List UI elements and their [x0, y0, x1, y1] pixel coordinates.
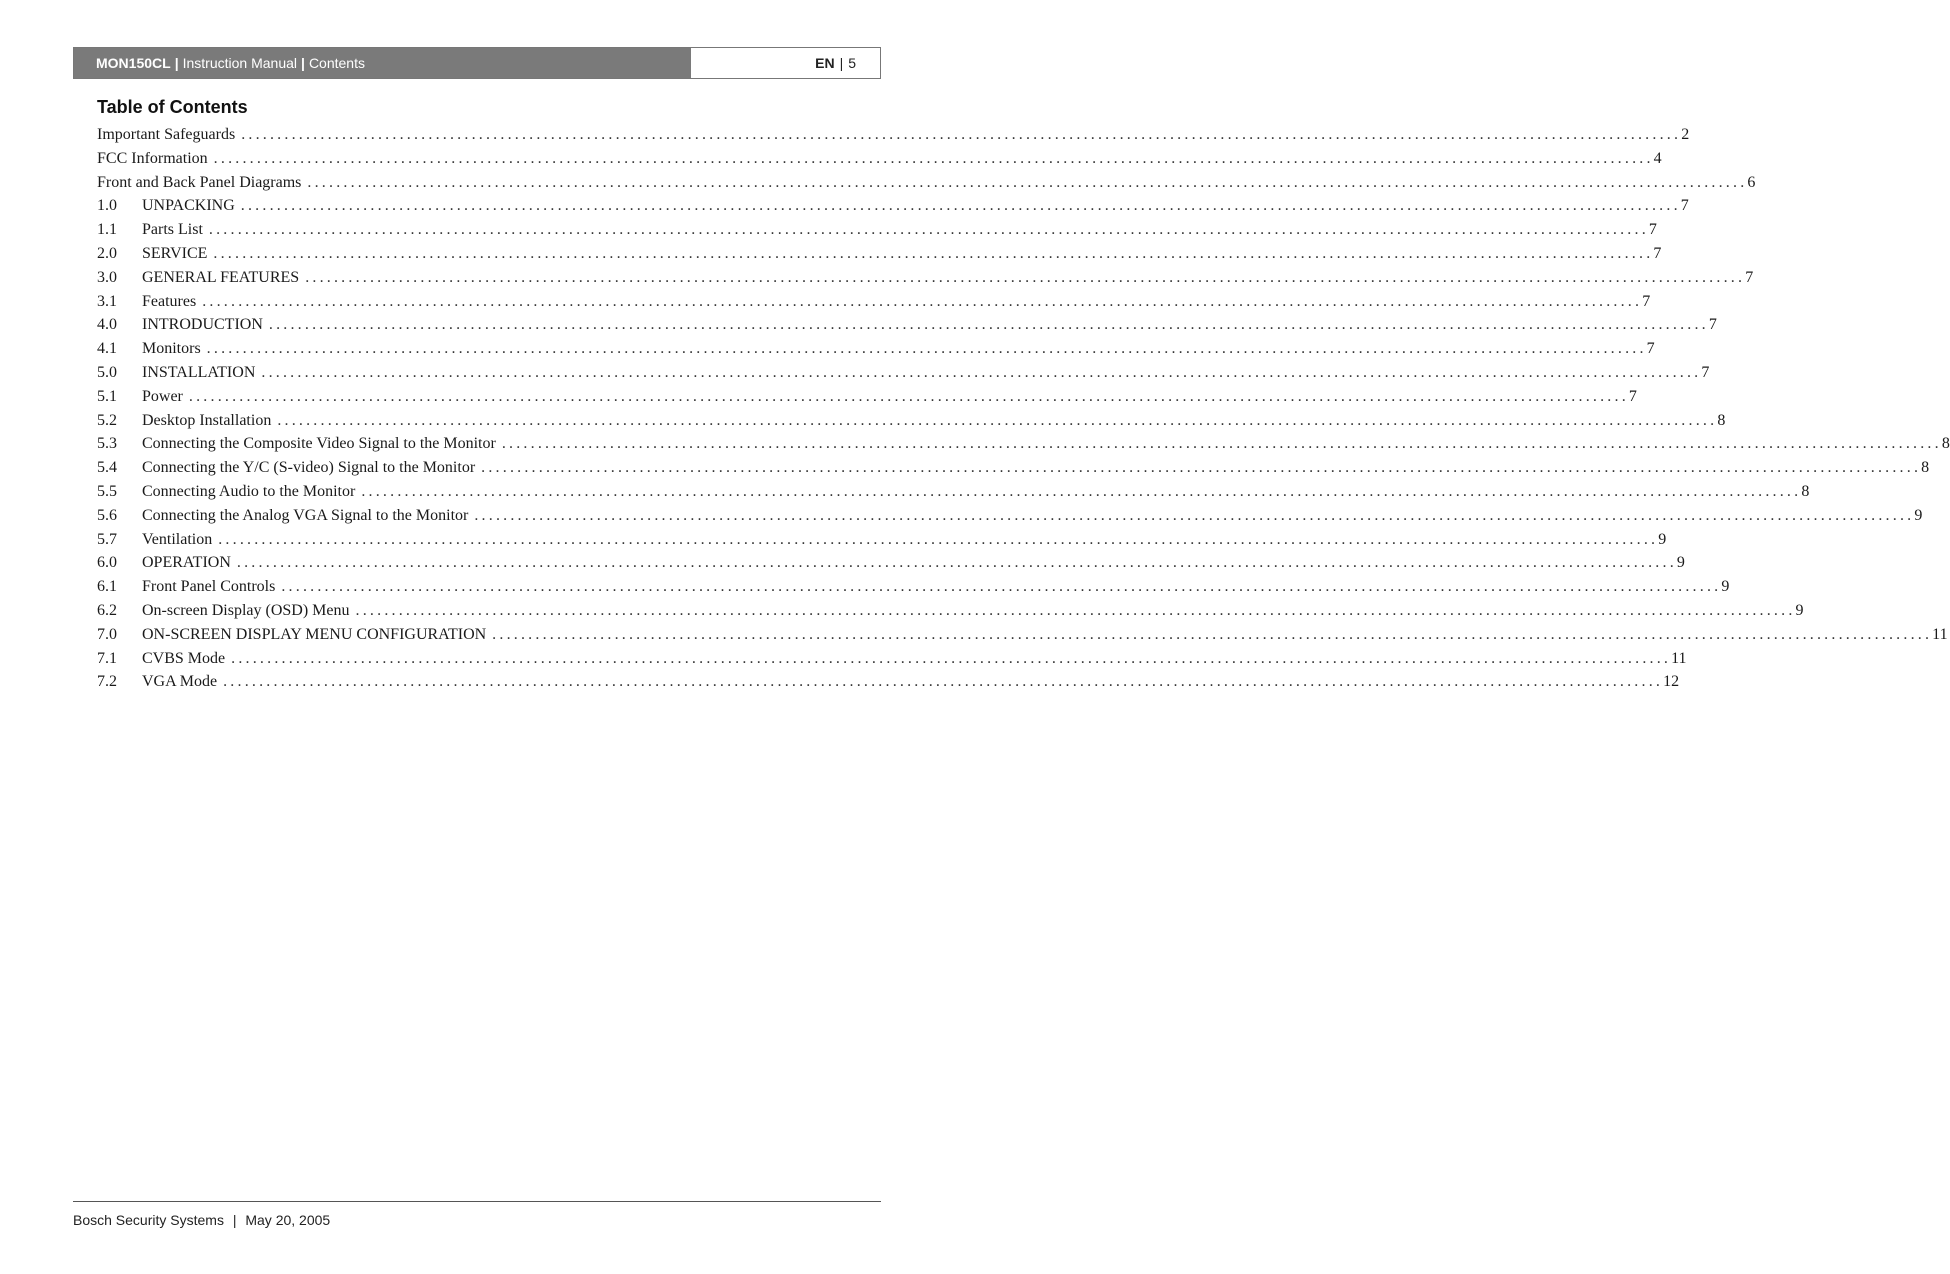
toc-entry[interactable] [97, 123, 1690, 147]
toc-entry[interactable] [97, 337, 1655, 361]
toc-dot-leader: ........................................................................................................................................................................................................ [355, 601, 1796, 619]
section-name: Contents [308, 55, 365, 71]
toc-entry[interactable] [97, 218, 1657, 242]
toc-entry-label: Features [142, 292, 197, 310]
toc-entry-label: Connecting Audio to the Monitor [142, 482, 356, 500]
toc-dot-leader: ........................................................................................................................................................................................................ [213, 149, 1654, 167]
toc-entry-number: 5.6 [97, 506, 117, 524]
toc-entry-number: 1.1 [97, 221, 117, 239]
toc-dot-leader: ........................................................................................................................................................................................................ [481, 459, 1922, 477]
toc-dot-leader: ........................................................................................................................................................................................................ [206, 340, 1647, 358]
toc-entry[interactable] [97, 313, 1717, 337]
toc-entry[interactable] [97, 647, 1687, 671]
toc-entry-page: 7 [1646, 340, 1655, 358]
toc-entry-page: 11 [1671, 649, 1687, 667]
toc-entry-page: 8 [1921, 459, 1930, 477]
toc-entry[interactable] [97, 147, 1662, 171]
toc-entry-label: Important Safeguards [97, 126, 236, 143]
toc-entry[interactable] [97, 575, 1730, 599]
toc-entry-label: Parts List [142, 221, 203, 239]
header-separator: | [301, 55, 305, 71]
toc-entry-number: 6.0 [97, 554, 117, 572]
toc-dot-leader: ........................................................................................................................................................................................................ [277, 411, 1718, 429]
toc-entry-label: Front Panel Controls [142, 578, 276, 596]
toc-dot-leader: ........................................................................................................................................................................................................ [268, 316, 1709, 334]
toc-entry-page: 12 [1663, 673, 1680, 691]
toc-entry-number: 5.7 [97, 530, 117, 548]
toc-entry-label: INSTALLATION [142, 363, 256, 381]
toc-entry-label: VGA Mode [142, 673, 218, 691]
toc-dot-leader: ........................................................................................................................................................................................................ [202, 292, 1643, 310]
toc-entry[interactable] [97, 456, 1930, 480]
toc-title: Table of Contents [97, 97, 248, 117]
toc-entry[interactable] [97, 171, 1756, 195]
toc-entry-number: 6.2 [97, 601, 117, 619]
toc-entry[interactable] [97, 670, 1680, 694]
toc-entry-number: 3.0 [97, 268, 117, 286]
toc-entry-page: 7 [1648, 221, 1657, 239]
toc-entry-number: 6.1 [97, 578, 117, 596]
toc-entry[interactable] [97, 290, 1651, 314]
header-separator: | [839, 55, 844, 71]
toc-entry[interactable] [97, 385, 1637, 409]
toc-dot-leader: ........................................................................................................................................................................................................ [474, 506, 1915, 524]
toc-entry-label: SERVICE [142, 244, 208, 262]
toc-entry-label: Front and Back Panel Diagrams [97, 173, 302, 191]
toc-entry[interactable] [97, 409, 1726, 433]
toc-entry-label: On-screen Display (OSD) Menu [142, 601, 350, 619]
toc-entry-number: 2.0 [97, 244, 117, 262]
toc-entry-page: 7 [1653, 244, 1662, 262]
toc-entry[interactable] [97, 266, 1754, 290]
toc-entry-page: 7 [1745, 268, 1754, 286]
toc-entry[interactable] [97, 551, 1685, 575]
toc-entry-page: 4 [1653, 149, 1662, 167]
toc-entry-number: 5.2 [97, 411, 117, 429]
toc-entry-page: 2 [1681, 126, 1690, 143]
footer-divider [73, 1201, 881, 1202]
toc-dot-leader: ........................................................................................................................................................................................................ [261, 363, 1702, 381]
toc-dot-leader: ........................................................................................................................................................................................................ [307, 173, 1748, 191]
page-number: 5 [848, 55, 856, 71]
toc-entry[interactable] [97, 432, 1950, 456]
toc-entry-page: 9 [1721, 578, 1730, 596]
toc-dot-leader: ........................................................................................................................................................................................................ [213, 244, 1654, 262]
page-header [73, 47, 881, 79]
toc-entry-label: Monitors [142, 340, 201, 358]
toc-entry-label: OPERATION [142, 554, 231, 572]
header-page-box [691, 48, 880, 78]
toc-entry-label: FCC Information [97, 149, 208, 167]
toc-entry-label: ON-SCREEN DISPLAY MENU CONFIGURATION [142, 625, 487, 643]
toc-dot-leader: ........................................................................................................................................................................................................ [501, 435, 1942, 453]
toc-list [97, 123, 1950, 694]
toc-entry[interactable] [97, 504, 1923, 528]
toc-entry-page: 8 [1801, 482, 1810, 500]
toc-entry[interactable] [97, 194, 1689, 218]
toc-dot-leader: ........................................................................................................................................................................................................ [218, 530, 1659, 548]
toc-entry-page: 9 [1914, 506, 1923, 524]
toc-entry-label: Connecting the Analog VGA Signal to the Monitor [142, 506, 469, 524]
footer-separator: | [232, 1212, 237, 1228]
company-name: Bosch Security Systems [73, 1212, 224, 1228]
toc-entry-label: GENERAL FEATURES [142, 268, 300, 286]
toc-entry[interactable] [97, 599, 1804, 623]
toc-entry-page: 7 [1628, 387, 1637, 405]
toc-entry-page: 8 [1941, 435, 1950, 453]
toc-entry-label: Ventilation [142, 530, 213, 548]
toc-entry-page: 9 [1795, 601, 1804, 619]
toc-entry-number: 5.1 [97, 387, 117, 405]
toc-dot-leader: ........................................................................................................................................................................................................ [208, 221, 1649, 239]
toc-entry-page: 7 [1701, 363, 1710, 381]
toc-entry-label: UNPACKING [142, 197, 235, 215]
toc-entry-number: 4.0 [97, 316, 117, 334]
toc-entry-number: 4.1 [97, 340, 117, 358]
toc-entry-label: INTRODUCTION [142, 316, 263, 334]
toc-entry-page: 7 [1642, 292, 1651, 310]
toc-entry[interactable] [97, 480, 1810, 504]
toc-entry-page: 9 [1658, 530, 1667, 548]
toc-dot-leader: ........................................................................................................................................................................................................ [281, 578, 1722, 596]
toc-entry-page: 9 [1676, 554, 1685, 572]
toc-entry-number: 1.0 [97, 197, 117, 215]
toc-entry[interactable] [97, 528, 1667, 552]
toc-entry-number: 5.0 [97, 363, 117, 381]
toc-entry-label: Power [142, 387, 183, 405]
toc-entry-number: 5.5 [97, 482, 117, 500]
toc-entry-number: 7.0 [97, 625, 117, 643]
toc-entry-page: 8 [1717, 411, 1726, 429]
toc-entry-number: 3.1 [97, 292, 117, 310]
toc-entry-label: Connecting the Composite Video Signal to the Monitor [142, 435, 496, 453]
language-code: EN [815, 55, 835, 71]
page-footer [73, 1212, 330, 1228]
toc-entry[interactable] [97, 242, 1662, 266]
toc-entry-number: 5.3 [97, 435, 117, 453]
toc-entry-number: 5.4 [97, 459, 117, 477]
toc-entry-label: CVBS Mode [142, 649, 226, 667]
header-title-bar [74, 48, 691, 78]
product-name: MON150CL [96, 55, 171, 71]
toc-dot-leader: ........................................................................................................................................................................................................ [305, 268, 1746, 286]
toc-dot-leader: ........................................................................................................................................................................................................ [236, 554, 1677, 572]
toc-entry-number: 7.2 [97, 673, 117, 691]
doc-type: Instruction Manual [182, 55, 298, 71]
toc-dot-leader: ........................................................................................................................................................................................................ [492, 625, 1933, 643]
toc-entry-label: Connecting the Y/C (S-video) Signal to the Monitor [142, 459, 476, 477]
toc-entry-page: 7 [1708, 316, 1717, 334]
publish-date: May 20, 2005 [245, 1212, 331, 1228]
toc-entry-label: Desktop Installation [142, 411, 272, 429]
toc-entry-page: 11 [1932, 625, 1948, 643]
toc-entry-page: 6 [1747, 173, 1756, 191]
toc-dot-leader: ........................................................................................................................................................................................................ [231, 649, 1672, 667]
toc-entry[interactable] [97, 623, 1948, 647]
toc-dot-leader: ........................................................................................................................................................................................................ [241, 126, 1682, 143]
header-separator: | [174, 55, 179, 71]
toc-dot-leader: ........................................................................................................................................................................................................ [188, 387, 1629, 405]
toc-entry[interactable] [97, 361, 1710, 385]
toc-entry-number: 7.1 [97, 649, 117, 667]
toc-dot-leader: ........................................................................................................................................................................................................ [240, 197, 1681, 215]
toc-dot-leader: ........................................................................................................................................................................................................ [223, 673, 1664, 691]
toc-dot-leader: ........................................................................................................................................................................................................ [361, 482, 1802, 500]
toc-entry-page: 7 [1680, 197, 1689, 215]
